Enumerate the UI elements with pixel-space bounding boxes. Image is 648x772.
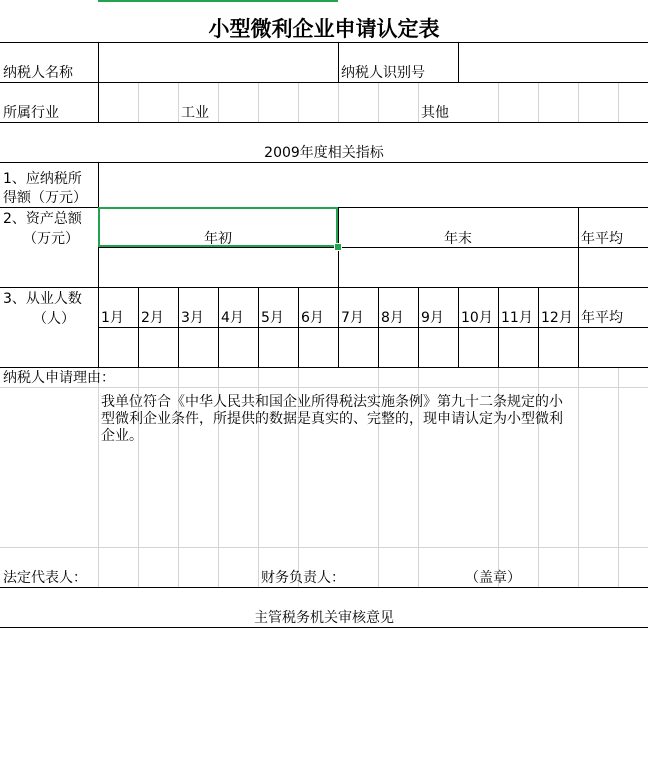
month-value-cell-12[interactable] (539, 328, 578, 367)
month-header-10: 10月 (461, 310, 493, 326)
month-header-8: 8月 (381, 310, 404, 326)
month-header-6: 6月 (301, 310, 324, 326)
indicators-heading: 2009年度相关指标 (264, 145, 384, 161)
taxable-income-value-cell[interactable] (99, 163, 648, 207)
tax-authority-opinion-area[interactable] (0, 628, 648, 772)
legal-representative-label: 法定代表人： (3, 570, 87, 586)
assets-average-value-cell[interactable] (579, 248, 648, 287)
reason-label: 纳税人申请理由： (3, 370, 115, 386)
month-value-cell-8[interactable] (379, 328, 418, 367)
assets-start-header: 年初 (204, 231, 232, 247)
month-value-cell-5[interactable] (259, 328, 298, 367)
taxpayer-name-label: 纳税人名称 (3, 65, 73, 81)
employees-label-line1: 3、从业人数 (3, 291, 82, 307)
month-header-4: 4月 (221, 310, 244, 326)
selected-cell-outline[interactable] (98, 207, 338, 247)
finance-head-label: 财务负责人： (261, 570, 345, 586)
month-header-12: 12月 (541, 310, 573, 326)
month-value-cell-6[interactable] (299, 328, 338, 367)
month-header-1: 1月 (101, 310, 124, 326)
employees-label-line2: （人） (33, 311, 75, 327)
taxpayer-name-value-cell[interactable] (99, 43, 338, 82)
tax-authority-heading: 主管税务机关审核意见 (254, 610, 394, 626)
month-value-cell-1[interactable] (99, 328, 138, 367)
month-header-5: 5月 (261, 310, 284, 326)
month-value-cell-3[interactable] (179, 328, 218, 367)
taxable-income-label-line2: 得额（万元） (3, 190, 87, 206)
month-value-cell-10[interactable] (459, 328, 498, 367)
assets-end-header: 年末 (444, 231, 472, 247)
total-assets-label-line1: 2、资产总额 (3, 211, 82, 227)
month-header-7: 7月 (341, 310, 364, 326)
industry-label: 所属行业 (3, 105, 59, 121)
month-header-11: 11月 (501, 310, 533, 326)
month-value-cell-11[interactable] (499, 328, 538, 367)
month-header-3: 3月 (181, 310, 204, 326)
month-header-9: 9月 (421, 310, 444, 326)
industry-option-other: 其他 (421, 105, 449, 121)
taxpayer-id-label: 纳税人识别号 (341, 65, 425, 81)
page-title: 小型微利企业申请认定表 (208, 16, 440, 41)
seal-label: （盖章） (465, 570, 521, 586)
month-value-cell-9[interactable] (419, 328, 458, 367)
assets-average-header: 年平均 (581, 231, 623, 247)
assets-start-value-cell[interactable] (99, 248, 338, 287)
assets-end-value-cell[interactable] (339, 248, 578, 287)
month-value-cell-7[interactable] (339, 328, 378, 367)
month-value-cell-2[interactable] (139, 328, 178, 367)
applicant-statement: 我单位符合《中华人民共和国企业所得税法实施条例》第九十二条规定的小型微利企业条件，所提供的数据是真实的、完整的，现申请认定为小型微利企业。 (101, 394, 563, 444)
taxpayer-id-value-cell[interactable] (459, 43, 648, 82)
fill-handle[interactable] (334, 243, 342, 251)
column-header-accent (98, 0, 338, 2)
month-value-cell-4[interactable] (219, 328, 258, 367)
industry-option-industrial: 工业 (181, 105, 209, 121)
total-assets-label-line2: （万元） (23, 231, 79, 247)
month-header-2: 2月 (141, 310, 164, 326)
taxable-income-label-line1: 1、应纳税所 (3, 171, 82, 187)
employees-average-header: 年平均 (581, 310, 623, 326)
